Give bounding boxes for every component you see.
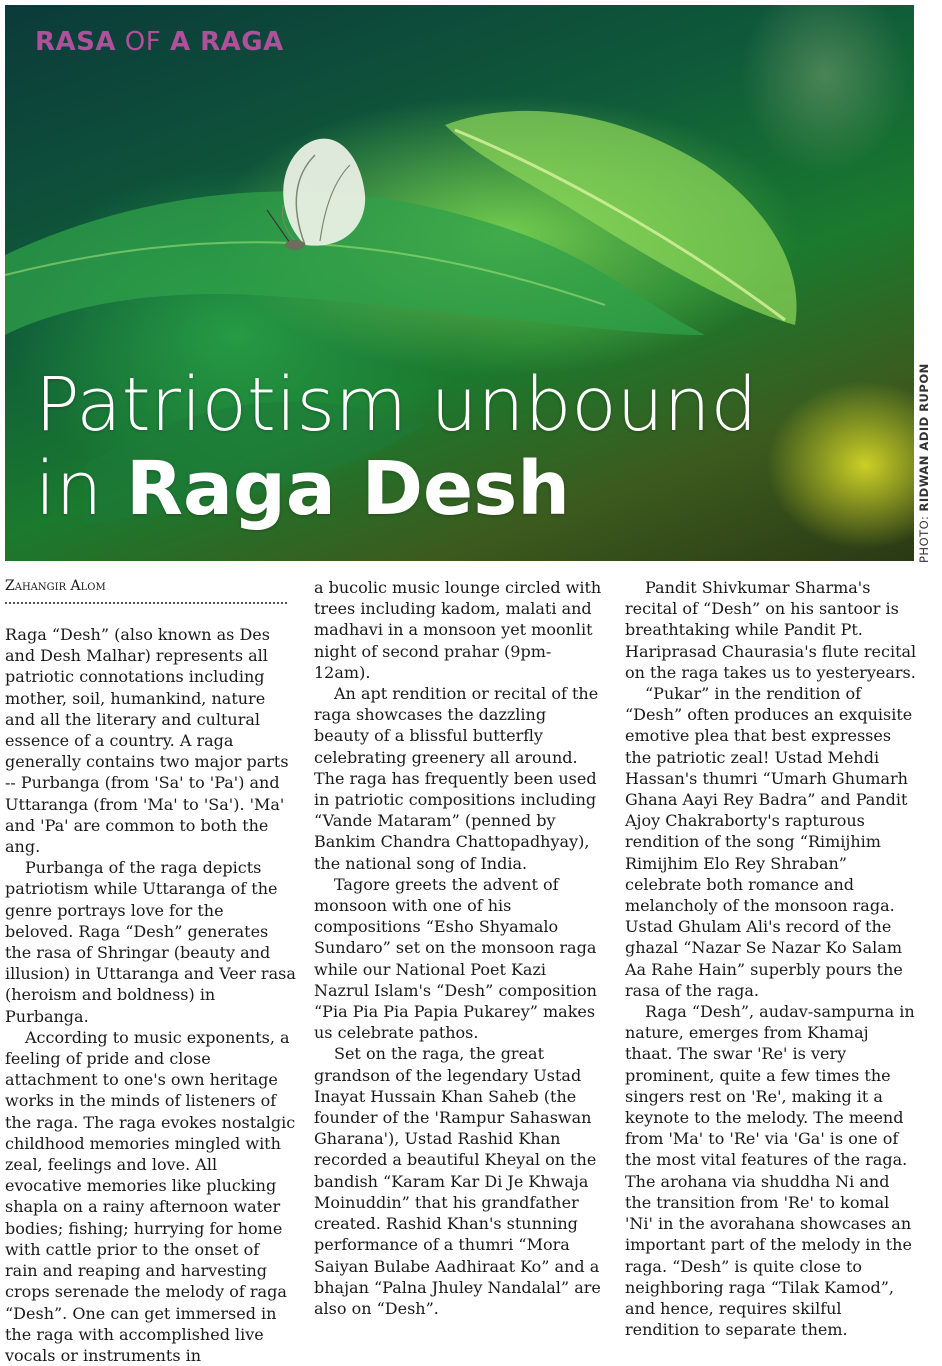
photo-credit-name: RIDWAN ADID RUPON xyxy=(917,363,931,512)
paragraph: Purbanga of the raga depicts patriotism while Uttaranga of the genre portrays love for the beloved. Raga “Desh” generates the rasa of Shringar (beauty and illusion) in Uttaranga and Veer rasa (heroism and boldness) in Purbanga. xyxy=(5,858,296,1026)
headline-line-2-light: in xyxy=(35,446,103,532)
headline-line-2 xyxy=(35,447,757,531)
photo-credit xyxy=(917,357,937,563)
photo-credit-label: PHOTO: xyxy=(917,515,931,563)
headline-line-1: Patriotism unbound xyxy=(35,362,758,448)
headline-line-2-bold: Raga Desh xyxy=(126,446,570,532)
paragraph: Raga “Desh”, audav-sampurna in nature, emerges from Khamaj thaat. The swar 'Re' is very prominent, quite a few times the singers rest on 'Re', making it a keynote to the melody. The meend from 'Ma' to 'Re' via 'Ga' is one of the most vital features of the raga. The arohana via shuddha Ni and the transition from 'Re' to komal 'Ni' in the avorahana showcases an important part of the melody in the raga. “Desh” is quite close to neighboring raga “Tilak Kamod”, and hence, requires skilful rendition to separate them. xyxy=(625,1002,915,1340)
section-kicker xyxy=(35,27,284,57)
paragraph: “Pukar” in the rendition of “Desh” often produces an exquisite emotive plea that best expresses the patriotic zeal! Ustad Mehdi Hassan's thumri “Umarh Ghumarh Ghana Aayi Rey Badra” and Pandit Ajoy Chakraborty's rapturous rendition of the song “Rimijhim Rimijhim Elo Rey Shraban” celebrate both romance and melancholy of the monsoon raga. Ustad Ghulam Ali's record of the ghazal “Nazar Se Nazar Ko Salam Aa Rahe Hain” superbly pours the rasa of the raga. xyxy=(625,684,913,1000)
article-column-1 xyxy=(5,624,296,1366)
paragraph: a bucolic music lounge circled with trees including kadom, malati and madhavi in a monsoon yet moonlit night of second prahar (9pm-12am). xyxy=(314,578,602,682)
byline: Zahangir Alom xyxy=(5,578,287,604)
article-column-3 xyxy=(625,577,917,1340)
paragraph: Set on the raga, the great grandson of the legendary Ustad Inayat Hussain Khan Saheb (the founder of the 'Rampur Sahaswan Gharana'), Ustad Rashid Khan recorded a beautiful Kheyal on the bandish “Karam Kar Di Je Khwaja Moinuddin” that his grandfather created. Rashid Khan's stunning performance of a thumri “Mora Saiyan Bulabe Aadhiraat Ko” and a bhajan “Palna Jhuley Nandalal” are also on “Desh”. xyxy=(314,1044,601,1318)
paragraph: Raga “Desh” (also known as Des and Desh Malhar) represents all patriotic connotations including mother, soil, humankind, nature and all the literary and cultural essence of a country. A raga generally contains two major parts -- Purbanga (from 'Sa' to 'Pa') and Uttaranga (from 'Ma' to 'Sa'). 'Ma' and 'Pa' are common to both the ang. xyxy=(5,625,289,857)
article-column-2 xyxy=(314,577,606,1319)
kicker-word-rasa: RASA xyxy=(35,27,116,57)
paragraph: According to music exponents, a feeling of pride and close attachment to one's own heritage works in the minds of listeners of the raga. The raga evokes nostalgic childhood memories mingled with zeal, feelings and love. All evocative memories like plucking shapla on a rainy afternoon water bodies; fishing; hurrying for home with cattle prior to the onset of rain and reaping and harvesting crops serenade the melody of raga “Desh”. One can get immersed in the raga with accomplished live vocals or instruments in xyxy=(5,1027,296,1365)
paragraph: Tagore greets the advent of monsoon with one of his compositions “Esho Shyamalo Sundaro” set on the monsoon raga while our National Poet Kazi Nazrul Islam's “Desh” composition “Pia Pia Pia Papia Pukarey” makes us celebrate pathos. xyxy=(314,874,597,1043)
kicker-word-a-raga: A RAGA xyxy=(169,27,284,57)
headline xyxy=(35,363,757,531)
paragraph: An apt rendition or recital of the raga showcases the dazzling beauty of a blissful butterfly celebrating greenery all around. The raga has frequently been used in patriotic compositions including “Vande Mataram” (penned by Bankim Chandra Chattopadhyay), the national song of India. xyxy=(314,684,599,873)
kicker-word-of: OF xyxy=(124,27,162,57)
paragraph: Pandit Shivkumar Sharma's recital of “Desh” on his santoor is breathtaking while Pandit Pt. Hariprasad Chaurasia's flute recital on the raga takes us to yesteryears. xyxy=(625,578,917,682)
hero-photo xyxy=(5,5,914,561)
